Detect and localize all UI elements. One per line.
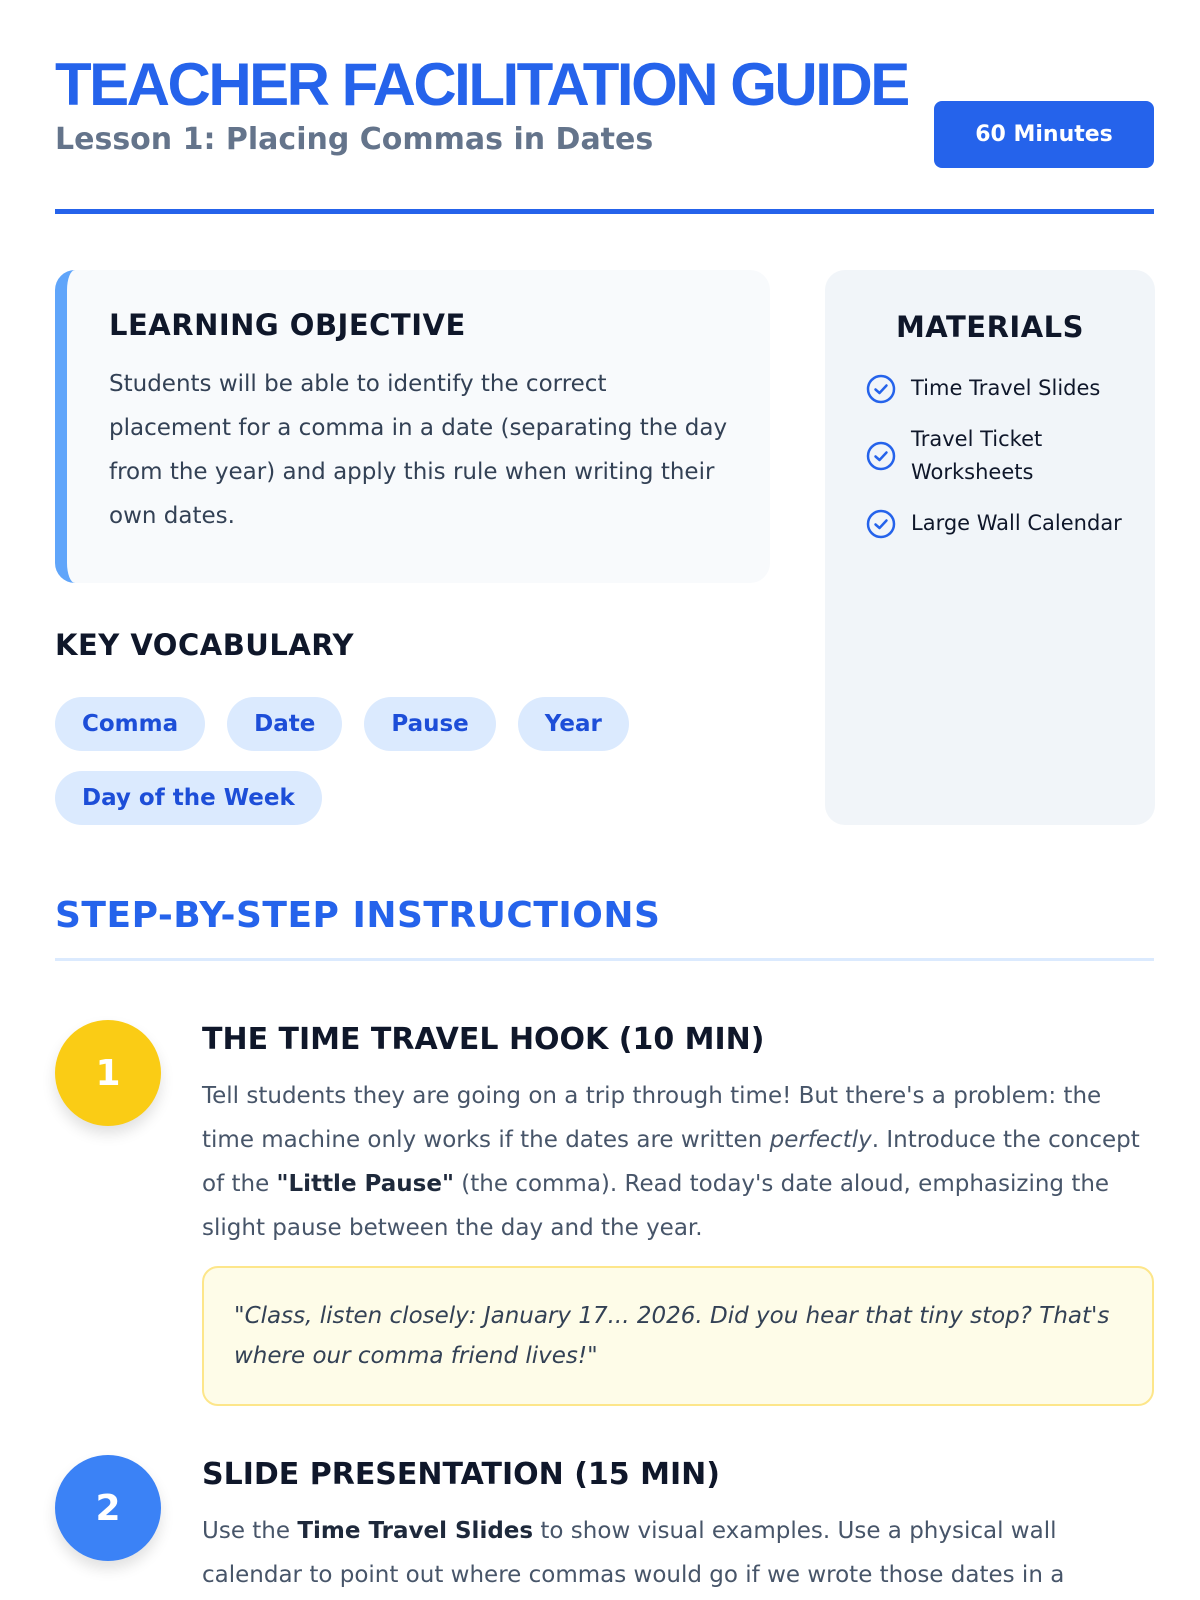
teacher-script-quote: "Class, listen closely: January 17... 2026. Did you hear that tiny stop? That's where our comma friend lives!": [202, 1266, 1154, 1406]
step-text-segment: to show visual examples. Use a physical wall calendar to point out where commas would go if we wrote those dates in a: [202, 1518, 1065, 1588]
vocabulary-heading: KEY VOCABULARY: [55, 628, 355, 662]
lesson-subtitle: Lesson 1: Placing Commas in Dates: [55, 122, 654, 157]
header-divider: [55, 209, 1154, 214]
materials-list: [865, 372, 1135, 540]
step-text-segment: Use the: [202, 1518, 298, 1544]
objective-text: Students will be able to identify the correct placement for a comma in a date (separating the day from the year) and apply this rule when writing their own dates.: [109, 371, 728, 529]
material-item: [865, 372, 1135, 405]
vocab-term: Year: [518, 697, 629, 751]
page-header: [55, 50, 1154, 215]
steps-divider: [55, 958, 1154, 961]
step-text-strong: Time Travel Slides: [297, 1518, 534, 1544]
material-item: [865, 507, 1135, 540]
materials-heading: MATERIALS: [895, 310, 1085, 344]
vocabulary-list: [55, 697, 655, 825]
step-number-badge: 1: [55, 1020, 161, 1126]
vocab-term: Date: [227, 697, 342, 751]
step-text-segment: . Introduce the concept of the: [202, 1127, 1140, 1197]
step-body: [202, 1020, 1154, 1406]
step-text-segment: (the comma). Read today's date aloud, emphasizing the slight pause between the day and the year.: [202, 1171, 1110, 1241]
check-circle-icon: [865, 440, 897, 472]
check-circle-icon: [865, 373, 897, 405]
vocab-term: Comma: [55, 697, 205, 751]
step-text-strong: "Little Pause": [276, 1171, 454, 1197]
step-text: [202, 1509, 1154, 1597]
material-label: Time Travel Slides: [911, 376, 1101, 400]
materials-card: [825, 270, 1155, 825]
step-body: [202, 1455, 1154, 1597]
vocab-term: Pause: [364, 697, 495, 751]
step-text: [202, 1074, 1154, 1250]
material-label: Large Wall Calendar: [911, 511, 1122, 535]
check-circle-icon: [865, 508, 897, 540]
material-item: [865, 423, 1135, 489]
vocab-term: Day of the Week: [55, 771, 322, 825]
step-title: THE TIME TRAVEL HOOK (10 MIN): [202, 1022, 765, 1057]
page-title: TEACHER FACILITATION GUIDE: [55, 51, 908, 118]
step-title: SLIDE PRESENTATION (15 MIN): [202, 1457, 720, 1492]
objective-heading: LEARNING OBJECTIVE: [109, 308, 466, 342]
step-text-segment: Tell students they are going on a trip through time! But there's a problem: the time machine only works if the dates are written: [202, 1083, 1102, 1153]
duration-badge: 60 Minutes: [934, 101, 1154, 168]
step-text-emphasis: perfectly: [769, 1127, 872, 1153]
step-number-badge: 2: [55, 1455, 161, 1561]
steps-heading: STEP-BY-STEP INSTRUCTIONS: [55, 895, 661, 936]
learning-objective-card: [55, 270, 770, 583]
material-label: Travel Ticket Worksheets: [911, 427, 1043, 484]
